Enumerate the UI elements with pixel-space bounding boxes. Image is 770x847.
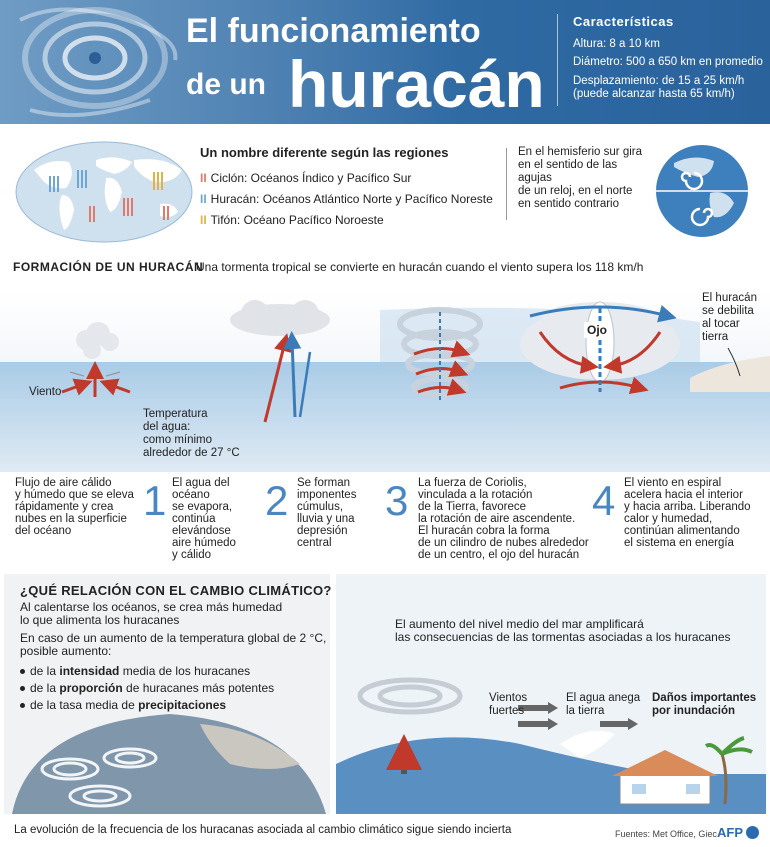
step-line: Se forman <box>297 477 351 489</box>
impact-line: El agua anega <box>566 692 641 704</box>
eye-label: Ojo <box>584 322 610 338</box>
characteristic-height: Altura: 8 a 10 km <box>573 38 660 50</box>
weakens-line: al tocar <box>702 318 740 330</box>
name-cyclone <box>200 171 411 185</box>
name-hurricane-label: Huracán: Océanos Atlántico Norte y Pacífico Noreste <box>210 192 493 206</box>
climate-bullet-precipitation <box>20 698 226 712</box>
hemisphere-text <box>518 146 648 211</box>
step-0-text <box>15 477 134 537</box>
impact-line: fuertes <box>489 705 525 717</box>
bullet-dot-icon <box>20 686 25 691</box>
formation-title: FORMACIÓN DE UN HURACÁN <box>13 260 204 274</box>
step-line: elevándose <box>172 525 231 537</box>
water-temp-line: como mínimo <box>143 434 213 446</box>
step-4-text <box>624 477 751 549</box>
step-line: de un cilindro de nubes alrededor <box>418 537 589 549</box>
bullet-dot-icon <box>20 669 25 674</box>
water-temp-line: alrededor de 27 °C <box>143 447 240 459</box>
characteristic-diameter: Diámetro: 500 a 650 km en promedio <box>573 56 763 68</box>
sea-level-text <box>395 618 735 644</box>
climate-p2 <box>20 632 326 658</box>
step-line: vinculada a la rotación <box>418 489 533 501</box>
bullet-pre: de la tasa media de <box>30 698 139 712</box>
flooding-label <box>566 692 640 718</box>
step-line: y húmedo que se eleva <box>15 489 134 501</box>
step-line: central <box>297 537 332 549</box>
step-line: depresión <box>297 525 348 537</box>
step-line: El agua del <box>172 477 230 489</box>
title-line-1: El funcionamiento <box>186 12 481 50</box>
step-line: lluvia y una <box>297 513 355 525</box>
hemisphere-line: en el sentido de las agujas <box>518 159 618 184</box>
step-2-text <box>297 477 356 549</box>
weakens-line: El huracán <box>702 292 757 304</box>
hemisphere-line: En el hemisferio sur gira <box>518 146 642 158</box>
step-line: se evapora, <box>172 501 233 513</box>
hurricane-marker: II <box>200 192 207 206</box>
step-line: de un centro, el ojo del huracán <box>418 549 580 561</box>
climate-bullet-proportion <box>20 681 274 695</box>
step-3-number: 3 <box>385 477 409 524</box>
world-map-regions <box>14 140 194 244</box>
step-line: y hacia arriba. Liberando <box>624 501 751 513</box>
name-hurricane <box>200 192 493 206</box>
bullet-bold: proporción <box>59 681 123 695</box>
impact-line: la tierra <box>566 705 605 717</box>
names-title: Un nombre diferente según las regiones <box>200 145 449 160</box>
bullet-bold: precipitaciones <box>138 698 227 712</box>
step-1-text <box>172 477 236 561</box>
climate-bullet-intensity <box>20 664 250 678</box>
bullet-bold: intensidad <box>59 664 120 678</box>
step-3-text <box>418 477 589 561</box>
step-line: acelera hacia el interior <box>624 489 743 501</box>
hemisphere-line: en sentido contrario <box>518 198 620 210</box>
bullet-dot-icon <box>20 703 25 708</box>
water-temp-label <box>143 408 240 460</box>
step-line: Flujo de aire cálido <box>15 477 112 489</box>
step-1-number: 1 <box>143 477 167 524</box>
climate-title: ¿QUÉ RELACIÓN CON EL CAMBIO CLIMÁTICO? <box>20 583 332 598</box>
impact-line: Vientos <box>489 692 528 704</box>
step-line: nubes en la superficie <box>15 513 127 525</box>
hemisphere-line: de un reloj, en el norte <box>518 185 633 197</box>
impact-line: por inundación <box>652 705 736 717</box>
step-line: de la Tierra, favorece <box>418 501 527 513</box>
step-line: calor y humedad, <box>624 513 713 525</box>
bullet-pre: de la <box>30 681 60 695</box>
formation-subtitle: Una tormenta tropical se convierte en huracán cuando el viento supera los 118 km/h <box>196 260 644 274</box>
step-line: del océano <box>15 525 72 537</box>
climate-p1 <box>20 601 282 627</box>
step-line: El huracán cobra la forma <box>418 525 550 537</box>
step-line: aire húmedo <box>172 537 236 549</box>
characteristics-title: Características <box>573 14 674 29</box>
title-line-2a: de un <box>186 68 266 101</box>
step-line: continúan alimentando <box>624 525 740 537</box>
weakens-line: se debilita <box>702 305 754 317</box>
cyclone-marker: II <box>200 171 207 185</box>
globe-rotation-icon <box>654 143 750 239</box>
name-cyclone-label: Ciclón: Océanos Índico y Pacífico Sur <box>210 171 412 185</box>
climate-line: Al calentarse los océanos, se crea más humedad <box>20 600 283 614</box>
characteristic-movement-max: (puede alcanzar hasta 65 km/h) <box>573 88 735 100</box>
water-temp-line: Temperatura <box>143 408 208 420</box>
names-divider <box>506 148 507 220</box>
typhoon-marker: II <box>200 213 207 227</box>
bullet-pre: de la <box>30 664 60 678</box>
name-typhoon <box>200 213 384 227</box>
damage-label <box>652 692 756 718</box>
climate-line: En caso de un aumento de la temperatura global de 2 °C, <box>20 631 327 645</box>
step-line: La fuerza de Coriolis, <box>418 477 527 489</box>
sea-line: El aumento del nivel medio del mar amplificará <box>395 617 644 631</box>
header-banner <box>0 0 770 124</box>
bullet-post: de huracanes más potentes <box>122 681 275 695</box>
step-line: océano <box>172 489 210 501</box>
header-divider <box>557 14 558 106</box>
weakens-label <box>702 292 757 344</box>
impact-line: Daños importantes <box>652 692 757 704</box>
step-line: y cálido <box>172 549 211 561</box>
strong-winds-label <box>489 692 527 718</box>
step-line: rápidamente y crea <box>15 501 114 513</box>
step-4-number: 4 <box>592 477 616 524</box>
afp-logo: AFP <box>717 825 743 840</box>
afp-logo-icon <box>746 826 759 839</box>
step-2-number: 2 <box>265 477 289 524</box>
characteristic-movement: Desplazamiento: de 15 a 25 km/h <box>573 75 745 87</box>
formation-scene <box>0 292 770 472</box>
step-line: el sistema en energía <box>624 537 734 549</box>
climate-line: posible aumento: <box>20 644 112 658</box>
step-line: imponentes <box>297 489 357 501</box>
title-line-2b: huracán <box>288 47 545 121</box>
sources: Fuentes: Met Office, Giec <box>615 829 717 839</box>
weakens-line: tierra <box>702 331 729 343</box>
step-line: la rotación de aire ascendente. <box>418 513 576 525</box>
bullet-post: media de los huracanes <box>119 664 251 678</box>
climate-line: lo que alimenta los huracanes <box>20 613 180 627</box>
step-line: El viento en espiral <box>624 477 722 489</box>
wind-label: Viento <box>29 386 62 398</box>
step-line: cúmulus, <box>297 501 344 513</box>
water-temp-line: del agua: <box>143 421 191 433</box>
name-typhoon-label: Tifón: Océano Pacífico Noroeste <box>210 213 384 227</box>
step-line: continúa <box>172 513 216 525</box>
sea-line: las consecuencias de las tormentas asociadas a los huracanes <box>395 630 731 644</box>
footer-note: La evolución de la frecuencia de los huracanas asociada al cambio climático sigue siendo incierta <box>14 824 512 836</box>
